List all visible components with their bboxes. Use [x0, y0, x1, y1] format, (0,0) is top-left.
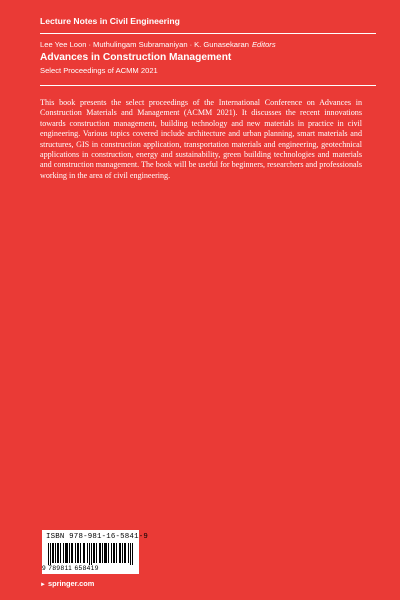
top-divider	[40, 33, 376, 34]
book-description: This book presents the select proceedings of the International Conference on Advances in Construction Materials and Management (ACMM 2021). It discusses the recent innovations towards construction management, building technology and new materials in practice in civil engineering. Various topics covered include architecture and urban planning, smart materials and structures, GIS in construction application, transportation materials and engineering, geotechnical applications in construction, energy and sustainability, green building technologies and materials and construction management. The book will be useful for beginners, researchers and professionals working in the area of civil engineering.	[40, 98, 362, 180]
editor-name: Lee Yee Loon	[40, 40, 87, 49]
book-title: Advances in Construction Management	[40, 52, 232, 63]
publisher-link[interactable]	[40, 579, 94, 588]
editor-separator: ·	[88, 40, 91, 49]
arrow-right-icon: ►	[40, 582, 46, 588]
editor-name: Muthulingam Subramaniyan	[93, 40, 188, 49]
barcode-digits: 9 789811 658419	[42, 565, 99, 572]
editors-role-label: Editors	[251, 40, 276, 49]
barcode-image	[48, 543, 134, 565]
series-name: Lecture Notes in Civil Engineering	[40, 16, 180, 26]
book-subtitle: Select Proceedings of ACMM 2021	[40, 66, 158, 75]
isbn-barcode-block	[42, 530, 148, 574]
editors-line	[40, 40, 276, 49]
editor-separator: ·	[189, 40, 193, 49]
header-divider	[40, 85, 376, 86]
isbn-label: ISBN 978-981-16-5841-9	[46, 533, 148, 541]
editor-name: K. Gunasekaran	[194, 40, 249, 49]
publisher-link-text: springer.com	[47, 579, 95, 588]
